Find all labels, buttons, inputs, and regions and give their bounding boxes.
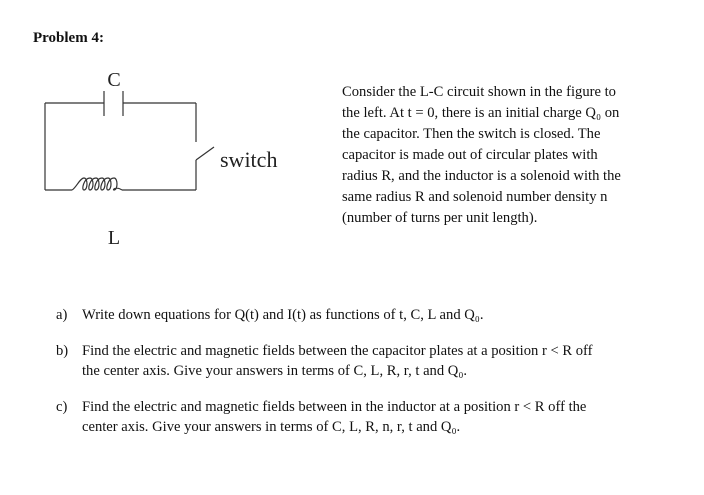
- problem-title: Problem 4:: [33, 30, 104, 46]
- question-letter: b): [56, 343, 69, 359]
- inductor-label: L: [107, 227, 121, 249]
- description-line: radius R, and the inductor is a solenoid with the: [342, 168, 621, 184]
- description-line: capacitor is made out of circular plates with: [342, 147, 598, 163]
- description-line: same radius R and solenoid number density n: [342, 189, 608, 205]
- description-line: (number of turns per unit length).: [342, 210, 538, 226]
- description-line: the capacitor. Then the switch is closed. The: [342, 126, 601, 142]
- question-list: [56, 305, 676, 453]
- question-text: center axis. Give your answers in terms of C, L, R, n, r, t and Q₀.: [82, 419, 461, 435]
- question-text: Find the electric and magnetic fields between the capacitor plates at a position r < R off: [82, 343, 593, 359]
- description-line: Consider the L-C circuit shown in the figure to: [342, 84, 616, 100]
- capacitor-label: C: [107, 69, 121, 91]
- description-line: the left. At t = 0, there is an initial charge Q₀ on: [342, 105, 620, 121]
- inductor-coil: [72, 178, 122, 190]
- question-letter: c): [56, 399, 68, 415]
- question-b: [56, 341, 676, 381]
- question-c: [56, 397, 676, 437]
- problem-description: [342, 82, 672, 229]
- question-text: Write down equations for Q(t) and I(t) as functions of t, C, L and Q₀.: [82, 307, 484, 323]
- question-text: the center axis. Give your answers in terms of C, L, R, r, t and Q₀.: [82, 363, 468, 379]
- question-text: Find the electric and magnetic fields between in the inductor at a position r < R off the: [82, 399, 587, 415]
- switch-arm: [196, 147, 214, 160]
- question-letter: a): [56, 307, 68, 323]
- switch-label: switch: [220, 147, 278, 172]
- question-a: [56, 305, 676, 325]
